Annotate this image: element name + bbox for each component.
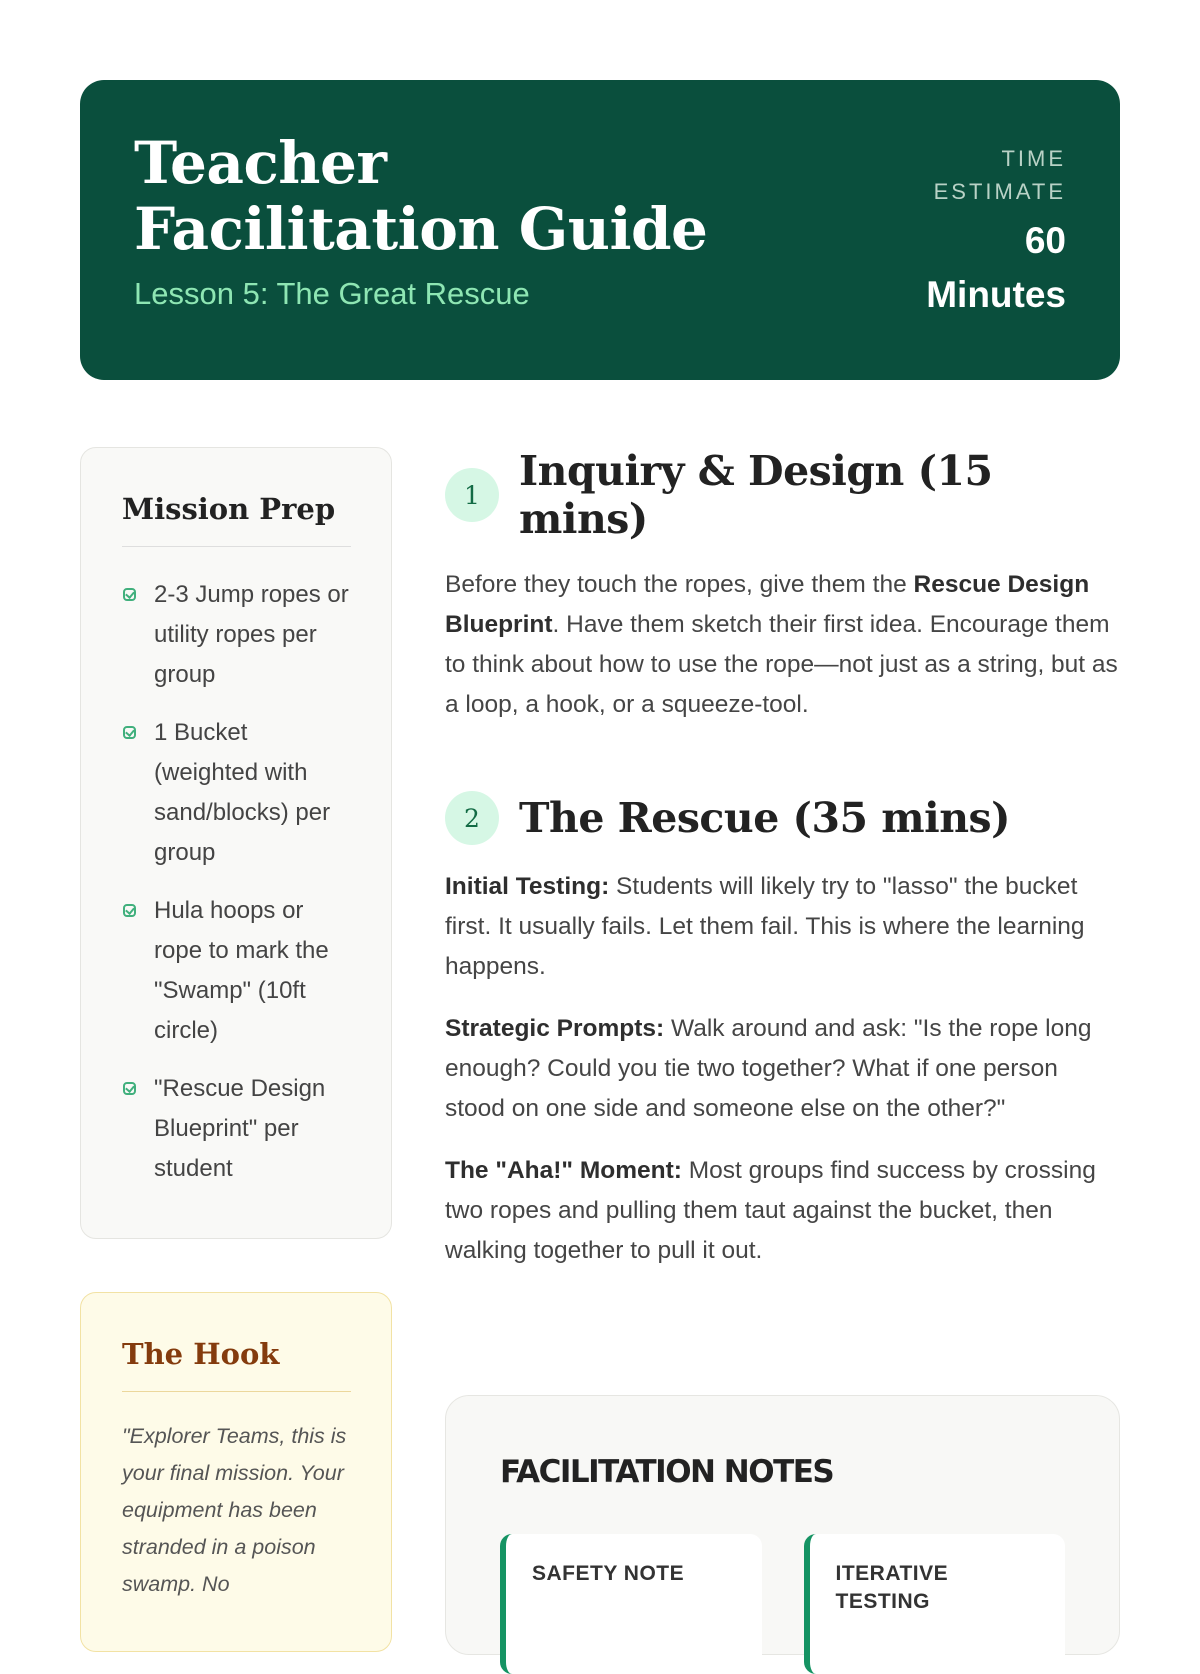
note-label: SAFETY NOTE [532,1562,685,1585]
text-run: Before they touch the ropes, give them the [445,571,914,598]
list-item [122,1069,351,1189]
hook-card [80,1292,392,1652]
initial-testing-paragraph [445,867,1120,987]
step-description [445,565,1120,725]
note-safety [500,1534,762,1674]
list-item [122,891,351,1051]
time-estimate-value: 60 Minutes [926,220,1066,315]
mission-prep-card [80,447,392,1239]
materials-list [122,575,351,1189]
checkbox-icon [123,904,136,917]
lesson-subtitle: Lesson 5: The Great Rescue [134,276,530,311]
material-item-text: 1 Bucket (weighted with sand/blocks) per group [154,719,331,866]
list-item [122,713,351,873]
text-run: Students will likely try to "lasso" the bucket first. It usually fails. Let them fail. This is where the learning happens. [445,873,1085,980]
text-run: Walk around and ask: "Is the rope long enough? Could you tie two together? What if one person stood on one side and someone else on the other?" [445,1015,1092,1122]
header-banner [80,80,1120,380]
blueprint-emphasis: Rescue Design Blueprint [445,571,1090,638]
list-item [122,575,351,695]
text-run: . Have them sketch their first idea. Encourage them to think about how to use the rope—not just as a string, but as a loop, a hook, or a squeeze-tool. [445,611,1118,718]
time-estimate [906,142,1066,322]
step-number-badge: 2 [445,791,499,845]
paragraph-label: Initial Testing: [445,873,610,900]
hook-title: The Hook [122,1337,351,1392]
notes-row [500,1534,1065,1674]
facilitation-notes-card [445,1395,1120,1655]
text-run: Most groups find success by crossing two ropes and pulling them taut against the bucket, then walking together to pull it out. [445,1157,1096,1264]
material-item-text: Hula hoops or rope to mark the "Swamp" (10ft circle) [154,897,329,1044]
note-label: ITERATIVE TESTING [835,1562,949,1613]
paragraph-label: Strategic Prompts: [445,1015,665,1042]
aha-moment-paragraph [445,1151,1120,1271]
time-estimate-label: TIME ESTIMATE [933,146,1066,204]
step-number-badge: 1 [445,468,499,522]
mission-prep-title: Mission Prep [122,492,351,547]
step-title: Inquiry & Design (15 mins) [519,447,993,543]
step-header-2 [445,791,1120,845]
hook-quote: "Explorer Teams, this is your final mission. Your equipment has been stranded in a poison swamp. No [122,1424,347,1596]
strategic-prompts-paragraph [445,1009,1120,1129]
material-item-text: 2-3 Jump ropes or utility ropes per group [154,581,349,688]
checkbox-icon [123,1082,136,1095]
paragraph-label: The "Aha!" Moment: [445,1157,682,1184]
step-title: The Rescue (35 mins) [519,794,1011,842]
material-item-text: "Rescue Design Blueprint" per student [154,1075,326,1182]
page-title: Teacher Facilitation Guide [134,129,708,263]
checkbox-icon [123,588,136,601]
lesson-steps [445,447,1120,1271]
checkbox-icon [123,726,136,739]
notes-title: FACILITATION NOTES [500,1454,834,1490]
step-header-1 [445,447,1120,543]
note-iterative-testing [804,1534,1066,1674]
